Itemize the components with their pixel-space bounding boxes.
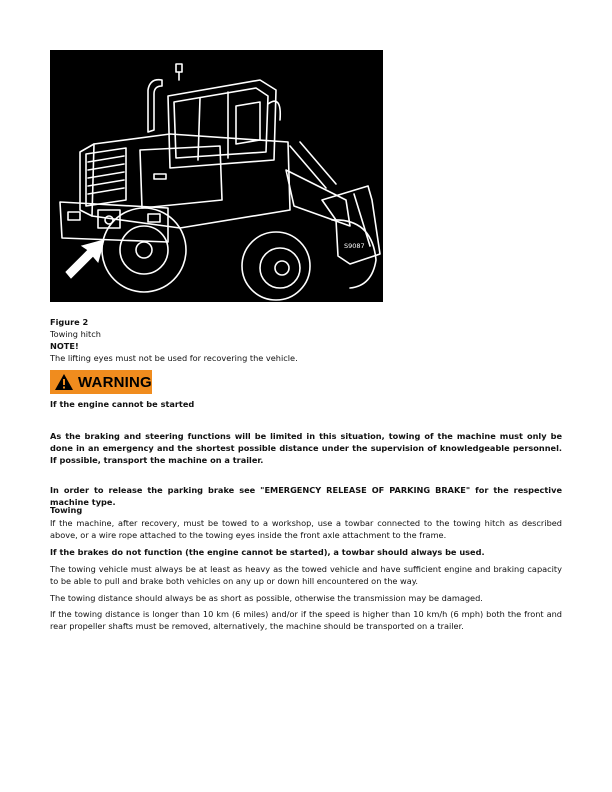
wheel-loader-illustration (50, 50, 383, 302)
towing-paragraph-3: The towing vehicle must always be at least as heavy as the towed vehicle and have sufficient engine and braking capacity to be able to pull and brake both vehicles on any up or down hill encountered on the way. (50, 564, 562, 586)
warning-label (50, 370, 152, 394)
figure-caption-title: Figure 2 (50, 317, 89, 327)
engine-section-heading: If the engine cannot be started (50, 399, 195, 409)
towing-heading: Towing (50, 505, 83, 515)
exclamation-triangle-icon (54, 373, 74, 391)
figure-caption-text: Towing hitch (50, 329, 101, 339)
towing-paragraph-2: If the brakes do not function (the engine cannot be started), a towbar should always be used. (50, 547, 485, 557)
figure-code-label: S9087 (344, 242, 365, 250)
parking-brake-note: In order to release the parking brake see "EMERGENCY RELEASE OF PARKING BRAKE" for the respective machine type. (50, 485, 562, 507)
towing-paragraph-5: If the towing distance is longer than 10 km (6 miles) and/or if the speed is higher than 10 km/h (6 mph) both the front and rear propeller shafts must be removed, alternatively, the machine should be transported on a trailer. (50, 609, 562, 631)
wheel-loader-drawing (50, 50, 383, 302)
note-heading: NOTE! (50, 341, 79, 351)
engine-section-paragraph: As the braking and steering functions will be limited in this situation, towing of the machine must only be done in an emergency and the shortest possible distance under the supervision of knowledgeable personnel. If possible, transport the machine on a trailer. (50, 431, 562, 465)
towing-paragraph-4: The towing distance should always be as short as possible, otherwise the transmission may be damaged. (50, 593, 483, 603)
hitch-arrow-icon (66, 240, 104, 278)
note-text: The lifting eyes must not be used for recovering the vehicle. (50, 353, 298, 363)
warning-text: WARNING (78, 373, 152, 391)
towing-paragraph-1: If the machine, after recovery, must be towed to a workshop, use a towbar connected to the towing hitch as described above, or a wire rope attached to the towing eyes inside the front axle attachment to the frame. (50, 518, 562, 540)
